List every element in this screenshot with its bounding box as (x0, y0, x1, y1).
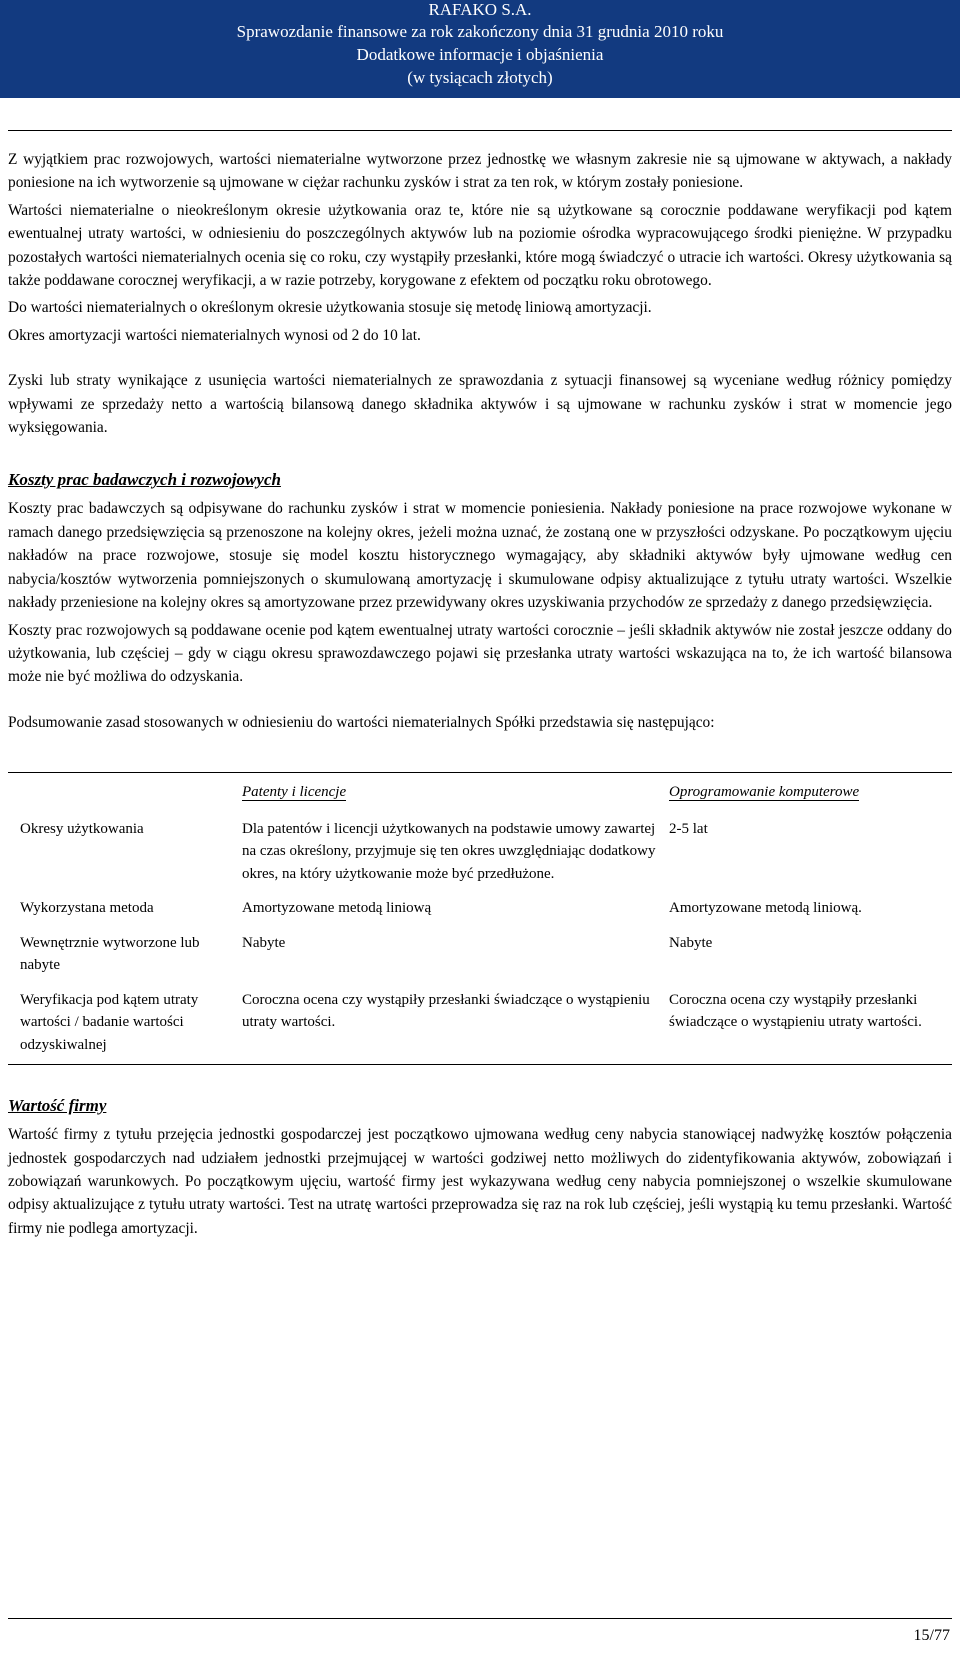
table-header-empty (8, 773, 242, 814)
table-row (8, 928, 952, 985)
paragraph-summary-intro: Podsumowanie zasad stosowanych w odniesieniu do wartości niematerialnych Spółki przedstawia się następująco: (8, 713, 715, 731)
paragraph-disposal-gains: Zyski lub straty wynikające z usunięcia wartości niematerialnych ze sprawozdania z sytuacji finansowej są wyceniane według różnicy pomiędzy wpływami ze sprzedaży netto a wartością bilansową danego składnika aktywów i są ujmowane w rachunku zysków i strat w momencie jego wyksięgowania. (8, 372, 952, 437)
table-cell: Dla patentów i licencji użytkowanych na podstawie umowy zawartej na czas określony, przyjmuje się ten okres uwzględniając dodatkowy okres, na który użytkowanie może być przedłużone. (242, 820, 656, 882)
paragraph-goodwill: Wartość firmy z tytułu przejęcia jednostki gospodarczej jest początkowo ujmowana według ceny nabycia stanowiącej nadwyżkę kosztów połączenia jednostek gospodarczych nad udziałem jednostki przejmującej w wartości godziwej netto możliwych do zidentyfikowania aktywów, zobowiązań i zobowiązań warunkowych. Po początkowym ujęciu, wartość firmy jest wykazywana według ceny nabycia pomniejszonej o wszelkie skumulowane odpisy aktualizujące z tytułu utraty wartości. Test na utratę wartości przeprowadza się raz na rok lub częściej, jeśli wystąpią ku temu przesłanki. Wartość firmy nie podlega amortyzacji. (8, 1126, 952, 1237)
report-unit: (w tysiącach złotych) (407, 68, 553, 87)
table-cell: Coroczna ocena czy wystąpiły przesłanki świadczące o wystąpieniu utraty wartości. (242, 991, 650, 1031)
table-cell: Wewnętrznie wytworzone lub nabyte (20, 934, 200, 974)
header-divider (8, 130, 952, 131)
footer-divider (8, 1618, 952, 1619)
table-cell: Amortyzowane metodą liniową (242, 900, 432, 917)
table-cell: Nabyte (242, 934, 286, 951)
table-cell: Coroczna ocena czy wystąpiły przesłanki świadczące o wystąpieniu utraty wartości. (669, 991, 922, 1031)
table-cell: Amortyzowane metodą liniową. (669, 900, 862, 917)
document-body (8, 148, 952, 1240)
intangible-assets-summary-table (8, 772, 952, 1065)
table-row (8, 893, 952, 928)
company-name: RAFAKO S.A. (428, 0, 532, 19)
page-number: 15/77 (913, 1627, 950, 1644)
paragraph-development-impairment: Koszty prac rozwojowych są poddawane ocenie pod kątem ewentualnej utraty wartości corocznie – jeśli składnik aktywów nie został jeszcze oddany do użytkowania, lub częściej – gdy w ciągu okresu sprawozdawczego pojawi się przesłanka utraty wartości wskazująca na to, że ich wartość bilansowa może nie być możliwa do odzyskania. (8, 621, 952, 686)
paragraph-indefinite-useful-life: Wartości niematerialne o nieokreślonym okresie użytkowania oraz te, które nie są użytkowane są corocznie poddawane weryfikacji pod kątem ewentualnej utraty wartości, w odniesieniu do poszczególnych aktywów lub na poziomie ośrodka wypracowującego środki pieniężne. W przypadku pozostałych wartości niematerialnych ocenia się co roku, czy wystąpiły przesłanki, które mogą świadczyć o utracie ich wartości. Okresy użytkowania są także poddawane corocznej weryfikacji, a w razie potrzeby, korygowane z efektem od początku roku obrotowego. (8, 201, 952, 290)
table-row (8, 985, 952, 1065)
document-header (0, 0, 960, 98)
table-cell: Weryfikacja pod kątem utraty wartości / badanie wartości odzyskiwalnej (20, 991, 199, 1053)
section-heading-research-costs: Koszty prac badawczych i rozwojowych (8, 470, 281, 490)
table-row (8, 814, 952, 894)
table-cell: 2-5 lat (669, 820, 708, 837)
table-header-software: Oprogramowanie komputerowe (669, 784, 860, 801)
table-header-patents: Patenty i licencje (242, 784, 347, 801)
table-cell: Wykorzystana metoda (20, 900, 154, 917)
paragraph-development-exception: Z wyjątkiem prac rozwojowych, wartości niematerialne wytworzone przez jednostkę we własnym zakresie nie są ujmowane w aktywach, a nakłady poniesione na ich wytworzenie są ujmowane w ciężar rachunku zysków i strat za ten rok, w którym zostały poniesione. (8, 151, 952, 192)
paragraph-research-costs: Koszty prac badawczych są odpisywane do rachunku zysków i strat w momencie poniesienia. Nakłady poniesione na prace rozwojowe wykonane w ramach danego przedsięwzięcia są przenoszone na kolejny okres, jeżeli można uznać, że zostaną one w przyszłości odzyskane. Po początkowym ujęciu nakładów na prace rozwojowe, stosuje się model kosztu historycznego wymagający, aby składniki aktywów były ujmowane według cen nabycia/kosztów wytworzenia pomniejszonych o skumulowaną amortyzację i skumulowane odpisy aktualizujące z tytułu utraty wartości. Wszelkie nakłady przeniesione na kolejny okres są amortyzowane przez przewidywany okres uzyskiwania przychodów ze sprzedaży z danego przedsięwzięcia. (8, 500, 952, 612)
table-header-row (8, 773, 952, 814)
paragraph-straight-line-method: Do wartości niematerialnych o określonym okresie użytkowania stosuje się metodę liniową amortyzacji. (8, 299, 652, 317)
report-title: Sprawozdanie finansowe za rok zakończony dnia 31 grudnia 2010 roku (236, 22, 724, 41)
section-heading-goodwill: Wartość firmy (8, 1096, 107, 1116)
table-cell: Okresy użytkowania (20, 820, 144, 837)
table-cell: Nabyte (669, 934, 713, 951)
report-subtitle: Dodatkowe informacje i objaśnienia (356, 45, 604, 64)
paragraph-amortization-period: Okres amortyzacji wartości niematerialnych wynosi od 2 do 10 lat. (8, 326, 421, 344)
